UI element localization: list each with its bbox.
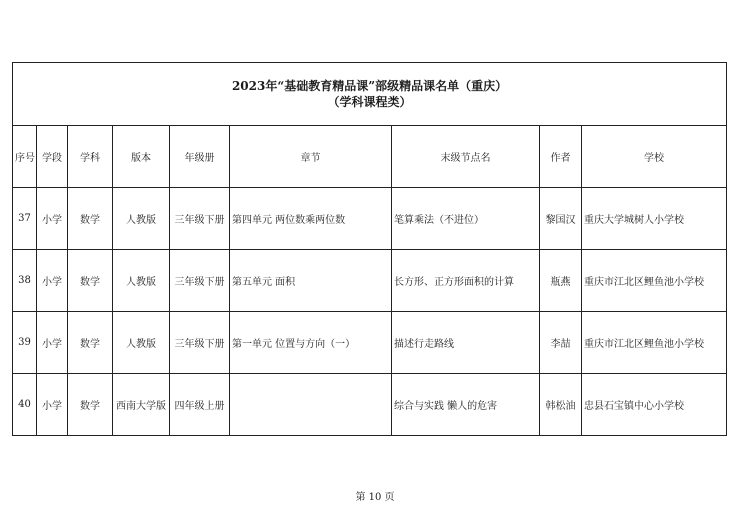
cell-edition: 西南大学版 xyxy=(113,374,170,436)
cell-school: 重庆市江北区鲤鱼池小学校 xyxy=(582,312,727,374)
cell-edition: 人教版 xyxy=(113,188,170,250)
col-header-school: 学校 xyxy=(582,126,727,188)
col-header-author: 作者 xyxy=(540,126,582,188)
cell-subject: 数学 xyxy=(68,188,113,250)
cell-school: 重庆大学城树人小学校 xyxy=(582,188,727,250)
title-sub: （学科课程类） xyxy=(327,95,412,109)
cell-stage: 小学 xyxy=(37,188,68,250)
cell-index: 37 xyxy=(13,188,37,250)
table-title xyxy=(13,63,727,126)
cell-chapter: 第五单元 面积 xyxy=(230,250,392,312)
course-list-table xyxy=(12,62,727,436)
cell-subject: 数学 xyxy=(68,250,113,312)
cell-author: 瓶燕 xyxy=(540,250,582,312)
cell-grade: 三年级下册 xyxy=(170,188,230,250)
col-header-subject: 学科 xyxy=(68,126,113,188)
page-number: 第 10 页 xyxy=(355,492,395,503)
cell-author: 李喆 xyxy=(540,312,582,374)
col-header-edition: 版本 xyxy=(113,126,170,188)
cell-school: 重庆市江北区鲤鱼池小学校 xyxy=(582,250,727,312)
cell-index: 38 xyxy=(13,250,37,312)
title-main: 2023年“基础教育精品课”部级精品课名单（重庆） xyxy=(231,79,508,93)
cell-stage: 小学 xyxy=(37,374,68,436)
cell-grade: 三年级下册 xyxy=(170,250,230,312)
cell-author: 黎国汉 xyxy=(540,188,582,250)
cell-lesson: 综合与实践 懒人的危害 xyxy=(392,374,540,436)
cell-subject: 数学 xyxy=(68,312,113,374)
table-row xyxy=(13,188,727,250)
cell-index: 39 xyxy=(13,312,37,374)
cell-author: 韩松油 xyxy=(540,374,582,436)
cell-stage: 小学 xyxy=(37,250,68,312)
cell-grade: 四年级上册 xyxy=(170,374,230,436)
cell-stage: 小学 xyxy=(37,312,68,374)
cell-chapter: 第四单元 两位数乘两位数 xyxy=(230,188,392,250)
cell-subject: 数学 xyxy=(68,374,113,436)
header-row xyxy=(13,126,727,188)
col-header-index: 序号 xyxy=(13,126,37,188)
cell-chapter xyxy=(230,374,392,436)
col-header-chapter: 章节 xyxy=(230,126,392,188)
cell-lesson: 长方形、正方形面积的计算 xyxy=(392,250,540,312)
table-row xyxy=(13,374,727,436)
cell-lesson: 笔算乘法（不进位） xyxy=(392,188,540,250)
cell-index: 40 xyxy=(13,374,37,436)
col-header-grade: 年级册 xyxy=(170,126,230,188)
cell-grade: 三年级下册 xyxy=(170,312,230,374)
cell-edition: 人教版 xyxy=(113,250,170,312)
table-row xyxy=(13,250,727,312)
col-header-stage: 学段 xyxy=(37,126,68,188)
cell-chapter: 第一单元 位置与方向（一） xyxy=(230,312,392,374)
cell-edition: 人教版 xyxy=(113,312,170,374)
cell-lesson: 描述行走路线 xyxy=(392,312,540,374)
col-header-lesson: 末级节点名 xyxy=(392,126,540,188)
table-row xyxy=(13,312,727,374)
cell-school: 忠县石宝镇中心小学校 xyxy=(582,374,727,436)
